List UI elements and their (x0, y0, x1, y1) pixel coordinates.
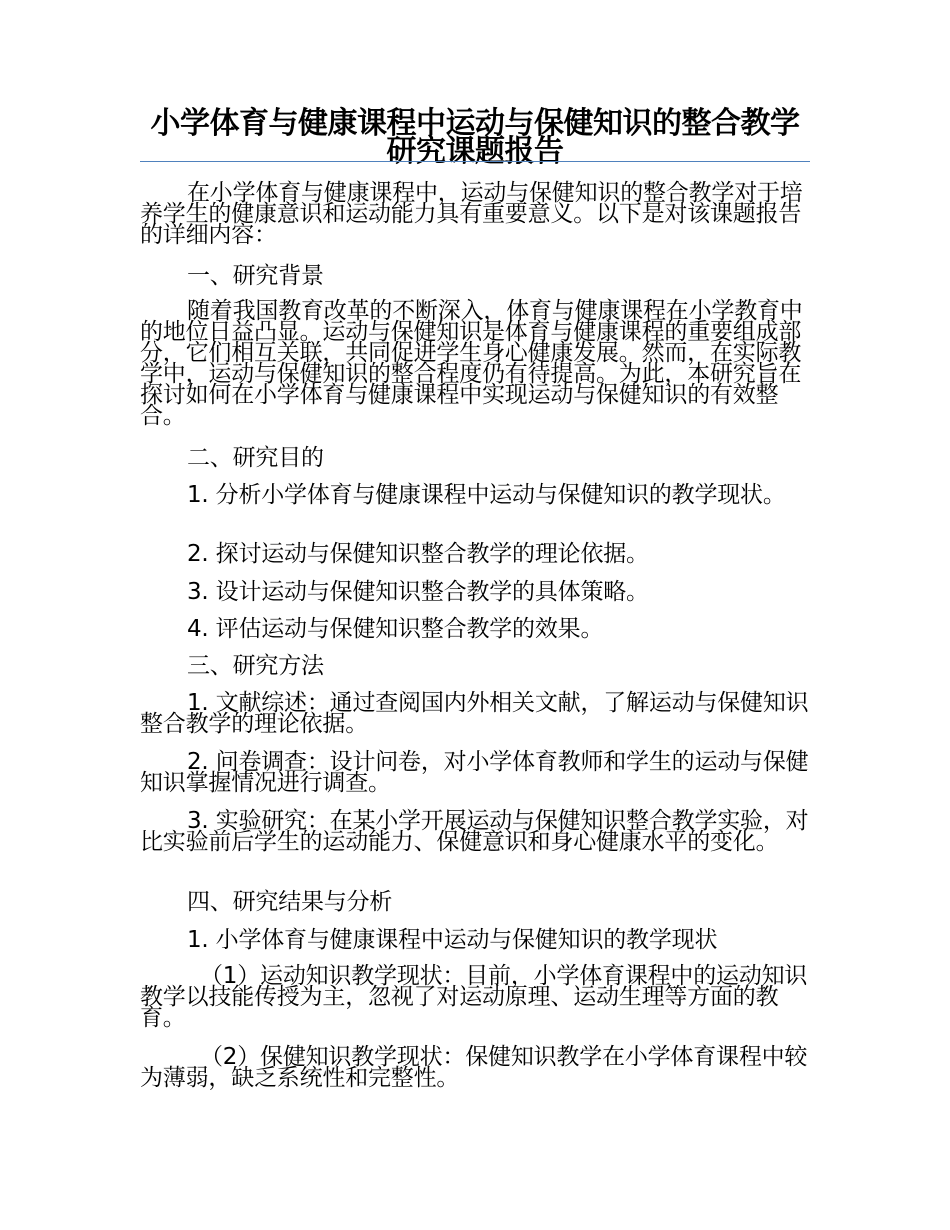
objective-item-1: 1. 分析小学体育与健康课程中运动与保健知识的教学现状。 (187, 482, 786, 508)
results-subheading-1: 1. 小学体育与健康课程中运动与保健知识的教学现状 (187, 927, 718, 953)
objective-item-4: 4. 评估运动与保健知识整合教学的效果。 (187, 616, 604, 642)
method-item-1: 1. 文献综述：通过查阅国内外相关文献，了解运动与保健知识整合教学的理论依据。 (140, 690, 809, 737)
objective-item-2: 2. 探讨运动与保健知识整合教学的理论依据。 (187, 541, 649, 567)
section-heading-objectives: 二、研究目的 (187, 445, 324, 471)
method-item-2: 2. 问卷调查：设计问卷，对小学体育教师和学生的运动与保健知识掌握情况进行调查。 (140, 749, 809, 796)
results-item-2: （2）保健知识教学现状：保健知识教学在小学体育课程中较为薄弱，缺乏系统性和完整性。 (140, 1044, 808, 1091)
section-heading-results: 四、研究结果与分析 (187, 889, 393, 915)
section-heading-methods: 三、研究方法 (187, 653, 324, 679)
intro-paragraph: 在小学体育与健康课程中，运动与保健知识的整合教学对于培养学生的健康意识和运动能力具有重要意义。以下是对该课题报告的详细内容： (140, 180, 803, 248)
objective-item-3: 3. 设计运动与保健知识整合教学的具体策略。 (187, 579, 649, 605)
document-title: 小学体育与健康课程中运动与保健知识的整合教学研究课题报告 (150, 106, 800, 169)
section-heading-background: 一、研究背景 (187, 263, 324, 289)
title-underline (140, 161, 810, 162)
background-paragraph: 随着我国教育改革的不断深入，体育与健康课程在小学教育中的地位日益凸显。运动与保健知识是体育与健康课程的重要组成部分，它们相互关联，共同促进学生身心健康发展。然而，在实际教学中，运动与保健知识的整合程度仍有待提高。为此，本研究旨在探讨如何在小学体育与健康课程中实现运动与保健知识的有效整合。 (140, 298, 803, 429)
method-item-3: 3. 实验研究：在某小学开展运动与保健知识整合教学实验，对比实验前后学生的运动能力、保健意识和身心健康水平的变化。 (140, 808, 809, 855)
results-item-1: （1）运动知识教学现状：目前，小学体育课程中的运动知识教学以技能传授为主，忽视了对运动原理、运动生理等方面的教育。 (140, 963, 808, 1031)
